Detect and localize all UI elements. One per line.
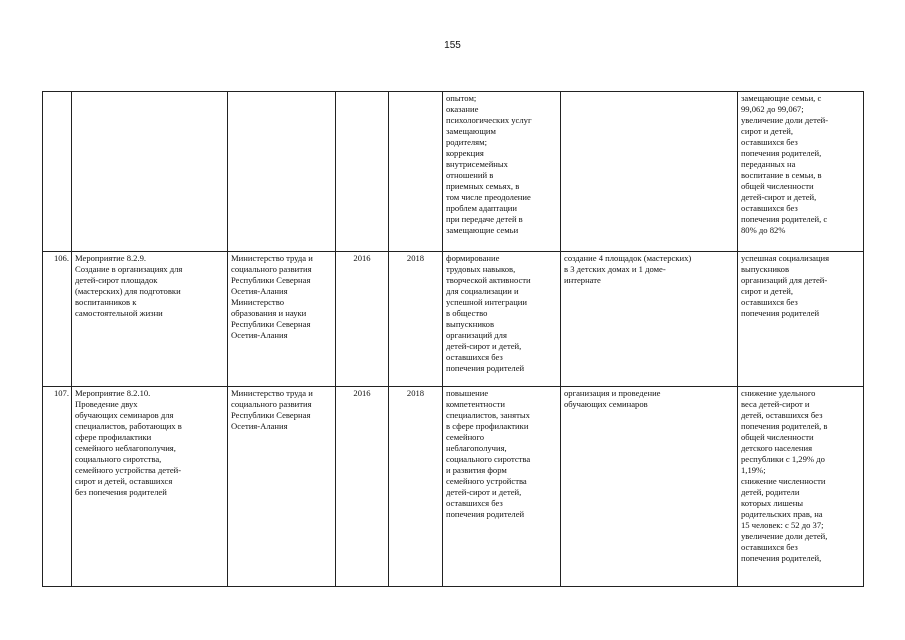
cell-text-line: сирот и детей, xyxy=(741,286,794,296)
cell-text-line: детей-сирот и детей, xyxy=(446,341,522,351)
cell-text-line: Республики Северная xyxy=(231,275,311,285)
cell-text-line: проблем адаптации xyxy=(446,203,517,213)
cell-text-line: повышение xyxy=(446,388,489,398)
expected-result-cell xyxy=(443,252,561,387)
cell-text-line: интернате xyxy=(564,275,601,285)
cell-text-line: детей, оставшихся без xyxy=(741,410,823,420)
cell-text-line: замещающие семьи, с xyxy=(741,93,822,103)
table-row xyxy=(43,92,864,252)
cell-text-line: 99,062 до 99,067; xyxy=(741,104,804,114)
cell-text-line: 1,19%; xyxy=(741,465,766,475)
end-year-cell xyxy=(389,92,443,252)
cell-text-line: без попечения родителей xyxy=(75,487,167,497)
cell-text-line: образования и науки xyxy=(231,308,307,318)
cell-text-line: обучающих семинаров xyxy=(564,399,648,409)
cell-text-line: организаций для xyxy=(446,330,507,340)
cell-text-line: детского населения xyxy=(741,443,813,453)
cell-text-line: Министерство труда и xyxy=(231,388,313,398)
cell-text-line: попечения родителей, в xyxy=(741,421,828,431)
cell-text-line: социального развития xyxy=(231,264,312,274)
cell-text-line: воспитание в семьи, в xyxy=(741,170,822,180)
cell-text-line: Осетия-Алания xyxy=(231,421,288,431)
activities-table xyxy=(42,91,864,587)
start-year-cell xyxy=(336,92,389,252)
cell-text-line: обучающих семинаров для xyxy=(75,410,174,420)
cell-text-line: общей численности xyxy=(741,181,814,191)
cell-text-line: Мероприятие 8.2.9. xyxy=(75,253,147,263)
cell-text-line: веса детей-сирот и xyxy=(741,399,810,409)
cell-text-line: специалистов, занятых xyxy=(446,410,530,420)
cell-text-line: Мероприятие 8.2.10. xyxy=(75,388,151,398)
cell-text-line: попечения родителей, xyxy=(741,148,822,158)
cell-text-line: Республики Северная xyxy=(231,410,311,420)
cell-text-line: попечения родителей xyxy=(446,363,525,373)
cell-text-line: Министерство xyxy=(231,297,284,307)
cell-text-line: специалистов, работающих в xyxy=(75,421,182,431)
page-number: 155 xyxy=(444,40,461,51)
content-cell xyxy=(561,387,738,587)
cell-text-line: организация и проведение xyxy=(564,388,661,398)
activity-cell xyxy=(72,252,228,387)
cell-text-line: замещающим xyxy=(446,126,496,136)
cell-text-line: семейного xyxy=(446,432,485,442)
cell-text-line: (мастерских) для подготовки xyxy=(75,286,181,296)
cell-text-line: переданных на xyxy=(741,159,796,169)
cell-text-line: приемных семьях, в xyxy=(446,181,520,191)
cell-text-line: воспитанников к xyxy=(75,297,137,307)
cell-text-line: которых лишены xyxy=(741,498,804,508)
cell-text-line: успешная социализация xyxy=(741,253,830,263)
cell-text-line: психологических услуг xyxy=(446,115,532,125)
indicator-cell xyxy=(738,387,864,587)
table-row xyxy=(43,387,864,587)
cell-text-line: родительских прав, на xyxy=(741,509,823,519)
cell-text-line: республики с 1,29% до xyxy=(741,454,825,464)
cell-text-line: детей-сирот площадок xyxy=(75,275,158,285)
cell-text-line: отношений в xyxy=(446,170,494,180)
cell-text-line: творческой активности xyxy=(446,275,531,285)
content-cell xyxy=(561,92,738,252)
cell-text-line: Республики Северная xyxy=(231,319,311,329)
cell-text-line: социального сиротства, xyxy=(75,454,162,464)
table-row xyxy=(43,252,864,387)
cell-text-line: детей, родители xyxy=(741,487,800,497)
cell-text-line: увеличение доли детей, xyxy=(741,531,828,541)
cell-text-line: и развития форм xyxy=(446,465,507,475)
cell-text-line: попечения родителей xyxy=(446,509,525,519)
cell-text-line: выпускников xyxy=(446,319,495,329)
cell-text-line: при передаче детей в xyxy=(446,214,523,224)
cell-text-line: увеличение доли детей- xyxy=(741,115,829,125)
cell-text-line: неблагополучия, xyxy=(446,443,507,453)
row-number-cell: 106. xyxy=(43,252,72,387)
cell-text-line: снижение удельного xyxy=(741,388,816,398)
cell-text-line: Проведение двух xyxy=(75,399,138,409)
cell-text-line: внутрисемейных xyxy=(446,159,508,169)
cell-text-line: замещающие семьи xyxy=(446,225,519,235)
cell-text-line: создание 4 площадок (мастерских) xyxy=(564,253,692,263)
row-number-cell: 107. xyxy=(43,387,72,587)
cell-text-line: оказание xyxy=(446,104,479,114)
indicator-cell xyxy=(738,252,864,387)
cell-text-line: оставшихся без xyxy=(741,542,798,552)
activity-cell xyxy=(72,92,228,252)
cell-text-line: Осетия-Алания xyxy=(231,286,288,296)
cell-text-line: самостоятельной жизни xyxy=(75,308,163,318)
cell-text-line: попечения родителей xyxy=(741,308,820,318)
cell-text-line: Министерство труда и xyxy=(231,253,313,263)
cell-text-line: детей-сирот и детей, xyxy=(741,192,817,202)
start-year-cell: 2016 xyxy=(336,387,389,587)
cell-text-line: том числе преодоление xyxy=(446,192,531,202)
cell-text-line: Создание в организациях для xyxy=(75,264,183,274)
cell-text-line: коррекция xyxy=(446,148,484,158)
cell-text-line: выпускников xyxy=(741,264,790,274)
cell-text-line: попечения родителей, с xyxy=(741,214,828,224)
cell-text-line: 80% до 82% xyxy=(741,225,786,235)
cell-text-line: Осетия-Алания xyxy=(231,330,288,340)
cell-text-line: семейного неблагополучия, xyxy=(75,443,176,453)
cell-text-line: оставшихся без xyxy=(741,137,798,147)
cell-text-line: в 3 детских домах и 1 доме- xyxy=(564,264,666,274)
cell-text-line: сфере профилактики xyxy=(75,432,152,442)
cell-text-line: в общество xyxy=(446,308,488,318)
cell-text-line: 15 человек: с 52 до 37; xyxy=(741,520,824,530)
executor-cell xyxy=(228,92,336,252)
cell-text-line: трудовых навыков, xyxy=(446,264,516,274)
cell-text-line: опытом; xyxy=(446,93,477,103)
content-cell xyxy=(561,252,738,387)
cell-text-line: общей численности xyxy=(741,432,814,442)
row-number-cell xyxy=(43,92,72,252)
cell-text-line: семейного устройства детей- xyxy=(75,465,182,475)
cell-text-line: детей-сирот и детей, xyxy=(446,487,522,497)
cell-text-line: оставшихся без xyxy=(446,498,503,508)
cell-text-line: организаций для детей- xyxy=(741,275,828,285)
executor-cell xyxy=(228,252,336,387)
cell-text-line: формирование xyxy=(446,253,500,263)
end-year-cell: 2018 xyxy=(389,252,443,387)
cell-text-line: попечения родителей, xyxy=(741,553,822,563)
cell-text-line: сирот и детей, оставшихся xyxy=(75,476,173,486)
indicator-cell xyxy=(738,92,864,252)
cell-text-line: для социализации и xyxy=(446,286,519,296)
cell-text-line: оставшихся без xyxy=(741,203,798,213)
cell-text-line: в сфере профилактики xyxy=(446,421,529,431)
cell-text-line: оставшихся без xyxy=(741,297,798,307)
executor-cell xyxy=(228,387,336,587)
cell-text-line: сирот и детей, xyxy=(741,126,794,136)
start-year-cell: 2016 xyxy=(336,252,389,387)
cell-text-line: оставшихся без xyxy=(446,352,503,362)
cell-text-line: компетентности xyxy=(446,399,505,409)
cell-text-line: социального сиротства xyxy=(446,454,531,464)
end-year-cell: 2018 xyxy=(389,387,443,587)
expected-result-cell xyxy=(443,92,561,252)
expected-result-cell xyxy=(443,387,561,587)
cell-text-line: родителям; xyxy=(446,137,487,147)
cell-text-line: снижение численности xyxy=(741,476,826,486)
activity-cell xyxy=(72,387,228,587)
cell-text-line: социального развития xyxy=(231,399,312,409)
cell-text-line: семейного устройства xyxy=(446,476,527,486)
cell-text-line: успешной интеграции xyxy=(446,297,527,307)
